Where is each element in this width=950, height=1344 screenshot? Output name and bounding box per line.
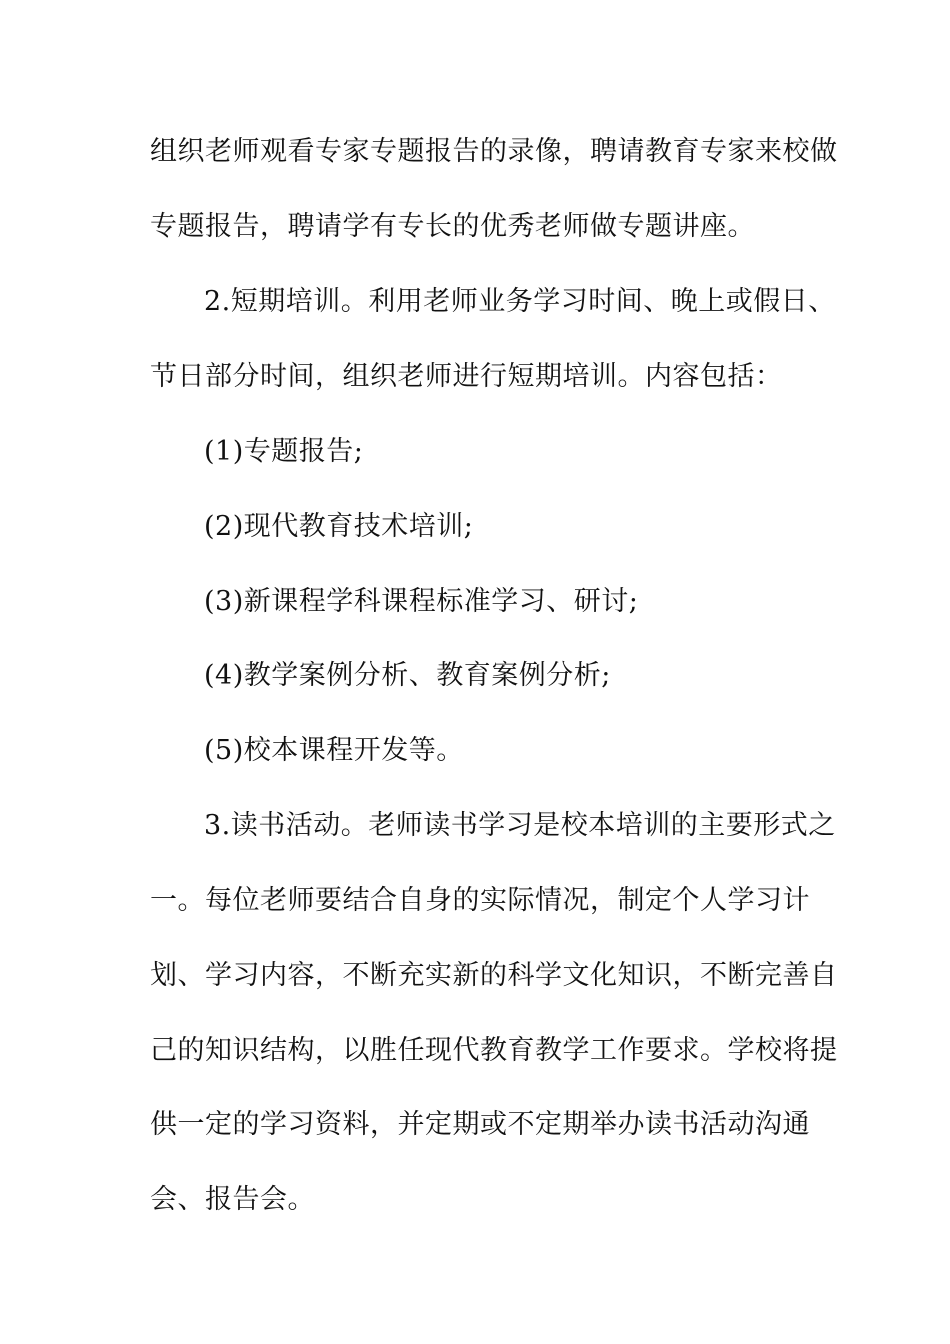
paragraph-line: 节日部分时间，组织老师进行短期培训。内容包括： [150,361,783,392]
list-item: (2)现代教育技术培训; [204,511,474,542]
paragraph-line: 3.读书活动。老师读书学习是校本培训的主要形式之 [204,810,836,841]
list-item: (3)新课程学科课程标准学习、研讨; [204,586,639,617]
paragraph-line: 会、报告会。 [150,1184,315,1215]
paragraph-line: 组织老师观看专家专题报告的录像，聘请教育专家来校做 [150,136,838,167]
list-item: (1)专题报告; [204,436,364,467]
paragraph-line: 划、学习内容，不断充实新的科学文化知识，不断完善自 [150,960,838,991]
paragraph-line: 专题报告，聘请学有专长的优秀老师做专题讲座。 [150,211,755,242]
paragraph-line: 一。每位老师要结合自身的实际情况，制定个人学习计 [150,885,810,916]
list-item: (5)校本课程开发等。 [204,735,464,766]
list-item: (4)教学案例分析、教育案例分析; [204,660,611,691]
paragraph-line: 2.短期培训。利用老师业务学习时间、晚上或假日、 [204,286,836,317]
paragraph-line: 供一定的学习资料，并定期或不定期举办读书活动沟通 [150,1109,810,1140]
paragraph-line: 己的知识结构，以胜任现代教育教学工作要求。学校将提 [150,1035,838,1066]
